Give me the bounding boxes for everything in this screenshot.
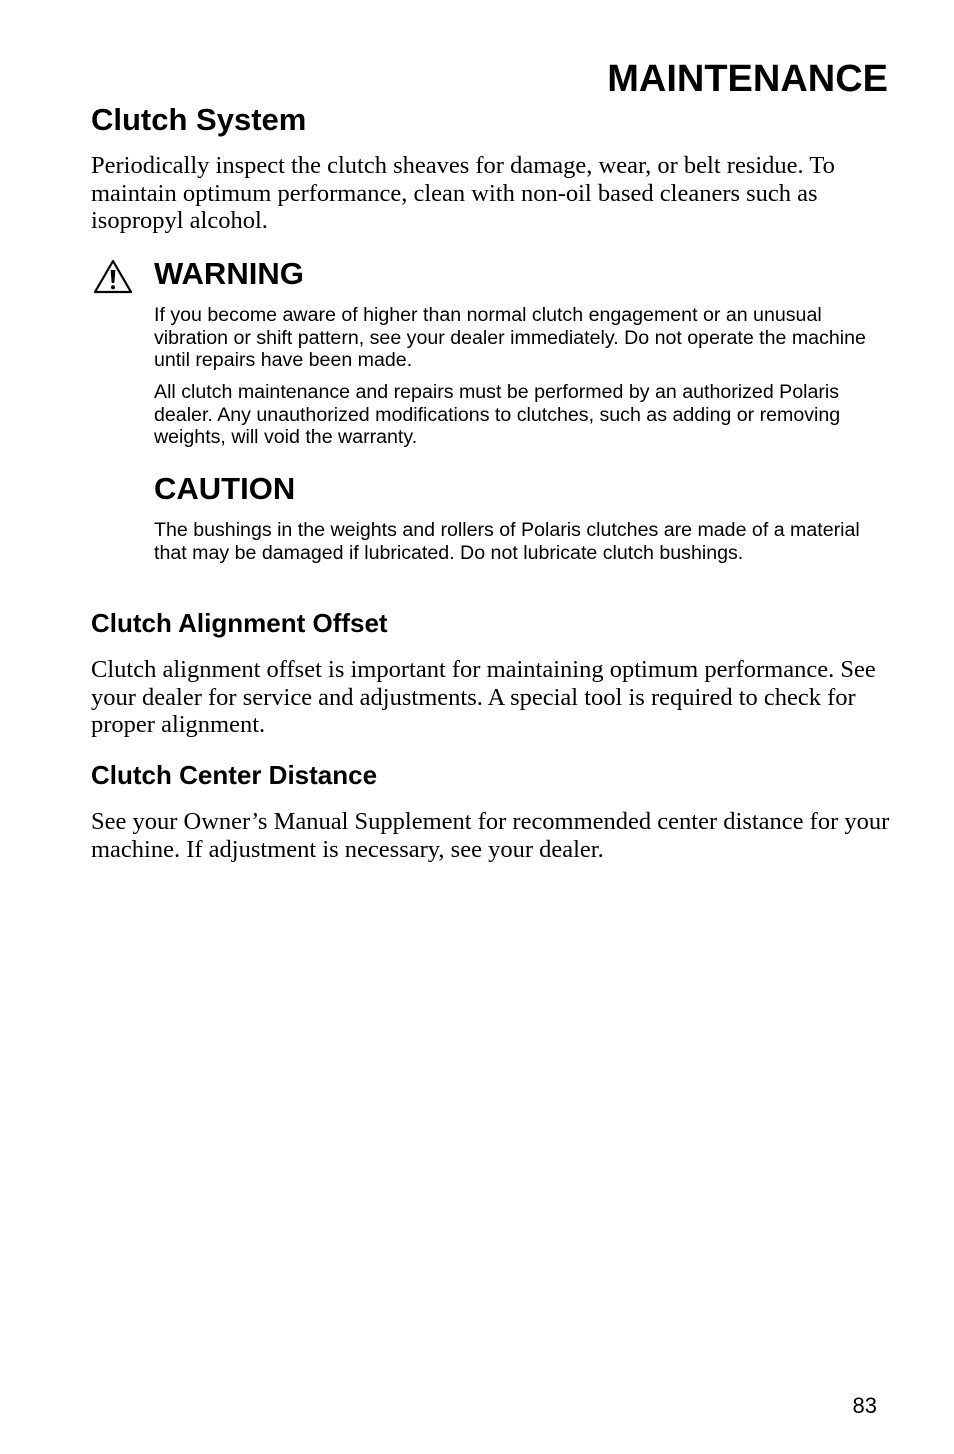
warning-triangle-icon <box>93 259 133 295</box>
subsection-text-center-distance: See your Owner’s Manual Supplement for recommended center distance for your machine. If adjustment is necessary, see your dealer. <box>91 808 890 863</box>
subsection-title-center-distance: Clutch Center Distance <box>91 760 378 790</box>
page-header: MAINTENANCE <box>607 58 888 100</box>
subsection-title-alignment-offset: Clutch Alignment Offset <box>91 608 388 638</box>
section-intro-paragraph: Periodically inspect the clutch sheaves for damage, wear, or belt residue. To maintain optimum performance, clean with non-oil based cleaners such as isopropyl alcohol. <box>91 152 835 234</box>
warning-paragraph: All clutch maintenance and repairs must be performed by an authorized Polaris dealer. Any unauthorized modifications to clutches, such as adding or removing weights, will void the warranty. <box>154 381 841 448</box>
caution-paragraph: The bushings in the weights and rollers of Polaris clutches are made of a material that may be damaged if lubricated. Do not lubricate clutch bushings. <box>154 519 860 564</box>
page-number: 83 <box>852 1393 877 1418</box>
section-title: Clutch System <box>91 102 307 137</box>
warning-paragraph: If you become aware of higher than normal clutch engagement or an unusual vibration or shift pattern, see your dealer immediately. Do not operate the machine until repairs have been made. <box>154 304 866 371</box>
warning-title: WARNING <box>154 256 304 291</box>
subsection-text-alignment-offset: Clutch alignment offset is important for maintaining optimum performance. See your dealer for service and adjustments. A special tool is required to check for proper alignment. <box>91 656 876 738</box>
caution-title: CAUTION <box>154 471 296 506</box>
